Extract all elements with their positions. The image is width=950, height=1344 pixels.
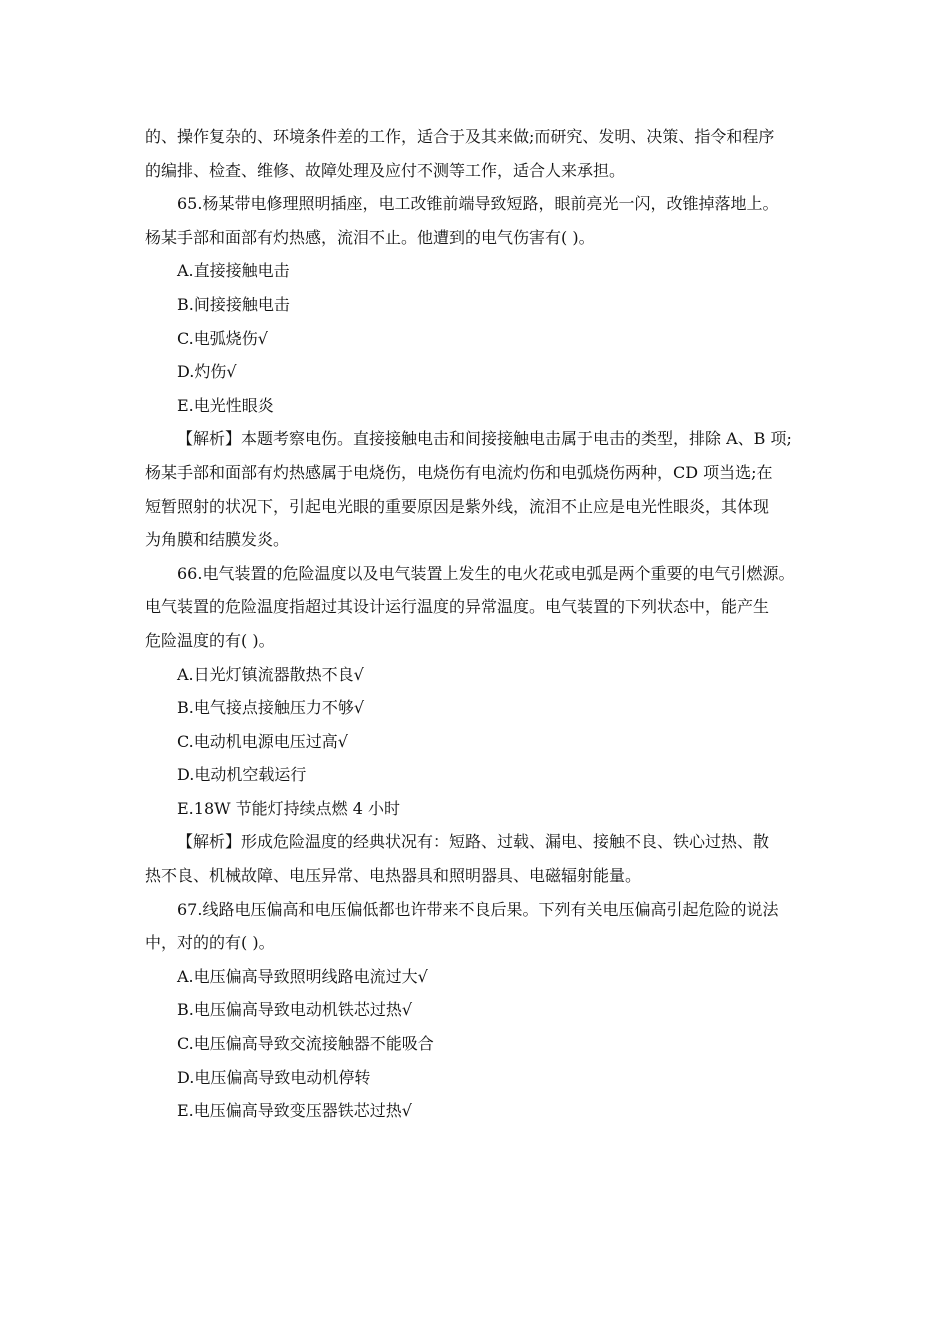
question-66-option-b: B.电气接点接触压力不够√ [177, 698, 365, 718]
question-65-analysis: 杨某手部和面部有灼热感属于电烧伤，电烧伤有电流灼伤和电弧烧伤两种，CD 项当选;在 [145, 462, 773, 482]
question-67-option-b: B.电压偏高导致电动机铁芯过热√ [177, 1000, 413, 1020]
document-body [145, 120, 825, 1128]
question-67-option-e: E.电压偏高导致变压器铁芯过热√ [177, 1101, 412, 1121]
question-66-option-e: E.18W 节能灯持续点燃 4 小时 [177, 798, 401, 818]
question-65-stem: 65.杨某带电修理照明插座，电工改锥前端导致短路，眼前亮光一闪，改锥掉落地上。 [177, 194, 779, 214]
question-66-option-c: C.电动机电源电压过高√ [177, 731, 348, 751]
intro-line: 的、操作复杂的、环境条件差的工作，适合于及其来做;而研究、发明、决策、指令和程序 [145, 127, 775, 146]
question-65-analysis: 短暂照射的状况下，引起电光眼的重要原因是紫外线，流泪不止应是电光性眼炎，其体现 [145, 496, 770, 516]
question-65-analysis: 为角膜和结膜发炎。 [145, 530, 290, 550]
question-66-analysis: 【解析】形成危险温度的经典状况有：短路、过载、漏电、接触不良、铁心过热、散 [177, 832, 770, 852]
question-66-stem: 电气装置的危险温度指超过其设计运行温度的异常温度。电气装置的下列状态中，能产生 [145, 597, 770, 617]
question-67-stem: 中，对的的有( )。 [145, 933, 275, 953]
question-65-option-b: B.间接接触电击 [177, 294, 290, 314]
question-66-stem: 危险温度的有( )。 [145, 630, 275, 650]
question-65-option-e: E.电光性眼炎 [177, 395, 274, 415]
question-65-option-d: D.灼伤√ [177, 362, 237, 382]
question-65-stem: 杨某手部和面部有灼热感，流泪不止。他遭到的电气伤害有( )。 [145, 227, 595, 247]
question-66-option-d: D.电动机空载运行 [177, 765, 307, 785]
question-66-stem: 66.电气装置的危险温度以及电气装置上发生的电火花或电弧是两个重要的电气引燃源。 [177, 563, 795, 583]
question-67-option-c: C.电压偏高导致交流接触器不能吸合 [177, 1034, 434, 1054]
question-65-option-a: A.直接接触电击 [177, 261, 290, 281]
question-67-option-a: A.电压偏高导致照明线路电流过大√ [177, 966, 428, 986]
question-66-analysis: 热不良、机械故障、电压异常、电热器具和照明器具、电磁辐射能量。 [145, 866, 642, 886]
question-66-option-a: A.日光灯镇流器散热不良√ [177, 664, 364, 684]
question-65-analysis: 【解析】本题考察电伤。直接接触电击和间接接触电击属于电击的类型，排除 A、B 项; [177, 429, 792, 449]
question-65-option-c: C.电弧烧伤√ [177, 328, 268, 348]
question-67-option-d: D.电压偏高导致电动机停转 [177, 1067, 371, 1087]
intro-line: 的编排、检查、维修、故障处理及应付不测等工作，适合人来承担。 [145, 160, 626, 180]
question-67-stem: 67.线路电压偏高和电压偏低都也许带来不良后果。下列有关电压偏高引起危险的说法 [177, 899, 779, 919]
